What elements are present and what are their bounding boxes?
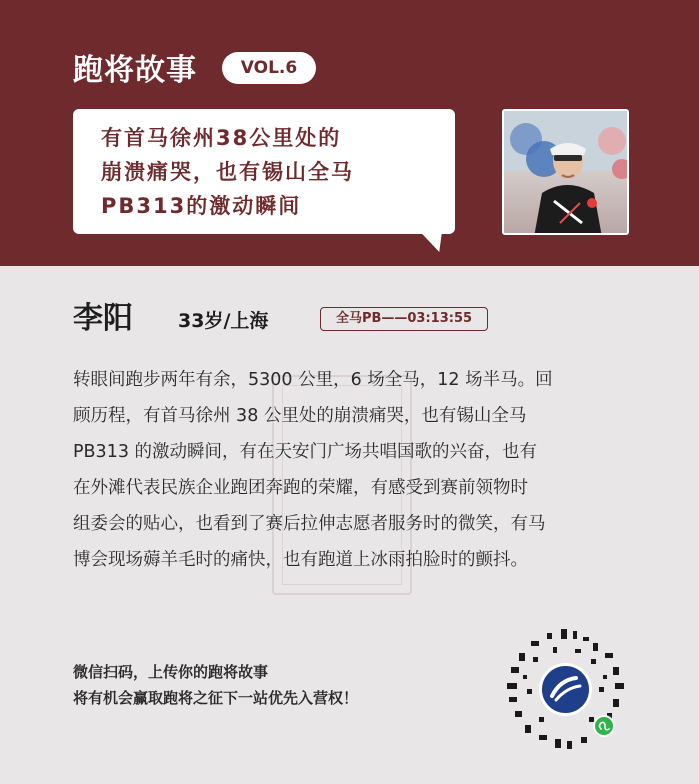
story-line: PB313 的激动瞬间，有在天安门广场共唱国歌的兴奋，也有: [73, 442, 538, 462]
runner-photo: [502, 109, 629, 235]
call-to-action: [73, 659, 358, 711]
story-line: 在外滩代表民族企业跑团奔跑的荣耀，有感受到赛前领物时: [73, 478, 528, 498]
quote-line: 崩溃痛哭，也有锡山全马: [101, 160, 354, 184]
cta-line: 将有机会赢取跑将之征下一站优先入营权！: [73, 689, 359, 707]
runner-age-city: 33岁/上海: [178, 310, 269, 332]
quote-line: PB313的激动瞬间: [101, 194, 302, 218]
story-line: 顾历程，有首马徐州 38 公里处的崩溃痛哭，也有锡山全马: [73, 406, 527, 426]
asics-stripes-icon: [542, 666, 589, 713]
quote-bubble: [73, 109, 455, 234]
brand-logo: [539, 663, 592, 716]
mini-program-qr-code[interactable]: [503, 627, 628, 752]
story-paragraph: [73, 362, 633, 578]
mini-program-icon: [593, 715, 615, 737]
story-line: 转眼间跑步两年有余，5300 公里，6 场全马，12 场半马。回: [73, 370, 553, 390]
cta-line: 微信扫码，上传你的跑将故事: [73, 663, 269, 681]
runner-photo-illustration: [504, 111, 629, 235]
mini-program-glyph: [595, 717, 613, 735]
runner-name: 李阳: [73, 301, 133, 336]
volume-badge: VOL.6: [222, 52, 316, 84]
header-banner: [0, 0, 699, 266]
story-line: 组委会的贴心，也看到了赛后拉伸志愿者服务时的微笑，有马: [73, 514, 546, 534]
personal-best-badge: 全马PB——03:13:55: [320, 307, 488, 331]
quote-line: 有首马徐州38公里处的: [101, 126, 342, 150]
series-title: 跑将故事: [73, 53, 197, 88]
story-line: 博会现场薅羊毛时的痛快，也有跑道上冰雨拍脸时的颤抖。: [73, 550, 528, 570]
